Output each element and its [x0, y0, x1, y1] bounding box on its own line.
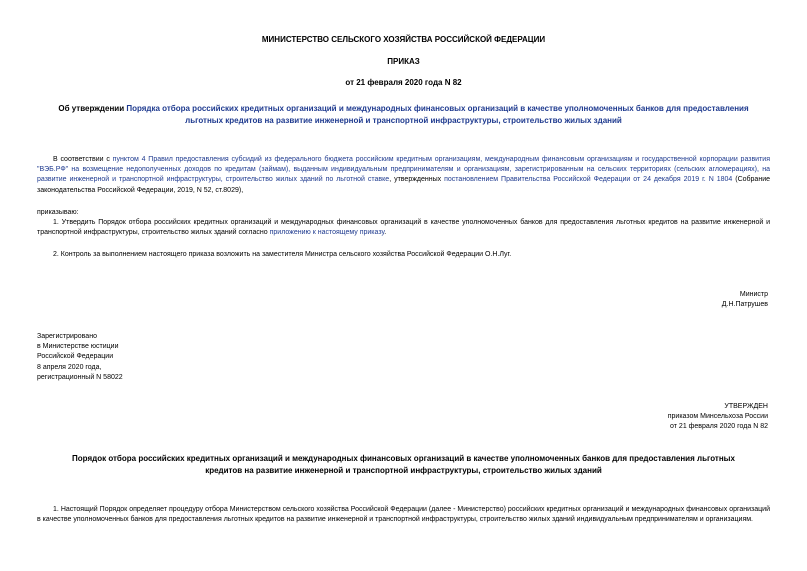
preamble-text-1: В соответствии с — [53, 156, 113, 163]
approved-block — [668, 402, 768, 433]
signature-name: Д.Н.Патрушев — [721, 301, 768, 309]
preamble-text-2: , утвержденных — [389, 176, 445, 184]
approved-line-3: от 21 февраля 2020 года N 82 — [670, 423, 768, 431]
preamble-link-resolution[interactable]: постановлением Правительства Российской Федерации от 24 декабря 2019 г. N 1804 — [444, 176, 733, 184]
title-link[interactable]: Порядка отбора российских кредитных организаций и международных финансовых организаций в качестве уполномоченных банков для предоставления льготных кредитов на развитие инженерной и транспортной инфраструктуры, строительство жилых зданий — [126, 104, 749, 125]
item1-annex-link[interactable]: приложению к настоящему приказу — [269, 229, 385, 237]
annex-title: Порядок отбора российских кредитных организаций и международных финансовых организаций в качестве уполномоченных банков для предоставления льготных кредитов на развитие инженерной и транспортной инфраструктуры, строительство жилых зданий — [72, 454, 735, 475]
approved-line-1: УТВЕРЖДЕН — [724, 403, 768, 410]
registration-line-1: Зарегистрировано — [37, 333, 97, 340]
doc-type-heading: ПРИКАЗ — [387, 57, 420, 66]
doc-date-number: от 21 февраля 2020 года N 82 — [345, 78, 462, 87]
signature-block — [722, 290, 768, 310]
registration-line-4: 8 апреля 2020 года, — [37, 363, 102, 371]
preamble-text-3: (Собрание законодательства Российской Федерации, 2019, N 52, ст.8029), — [37, 176, 770, 194]
title-prefix: Об утверждении — [58, 104, 127, 113]
signature-position: Министр — [739, 291, 768, 298]
order-item-2: 2. Контроль за выполнением настоящего приказа возложить на заместителя Министра сельского хозяйства Российской Федерации О.Н.Луг. — [53, 251, 512, 258]
preamble-link-rules[interactable]: пунктом 4 Правил предоставления субсидий из федерального бюджета российским кредитным организациям, международным финансовым организациям и государственной корпорации развития "ВЭБ.РФ" на возмещение недополученных доходов по кредитам (займам), выданным индивидуальным предпринимателям и организациям, зарегистрированным на сельских территориях (сельских агломерациях), на развитие инженерной и транспортной инфраструктуры, строительство жилых зданий по льготной ставке — [37, 156, 770, 184]
order-item-1 — [37, 218, 770, 238]
preamble-paragraph — [37, 155, 770, 196]
registration-line-5: регистрационный N 58022 — [37, 373, 123, 381]
annex-paragraph-1: 1. Настоящий Порядок определяет процедуру отбора Министерством сельского хозяйства Российской Федерации (далее - Министерство) российских кредитных организаций и международных финансовых организаций в качестве уполномоченных банков для предоставления льготных кредитов на развитие инженерной и транспортной инфраструктуры, строительство жилых зданий индивидуальным предпринимателям и организациям. — [37, 506, 770, 524]
order-word: приказываю: — [37, 209, 79, 216]
registration-block — [37, 332, 123, 383]
registration-line-2: в Министерстве юстиции — [37, 343, 119, 351]
ministry-heading: МИНИСТЕРСТВО СЕЛЬСКОГО ХОЗЯЙСТВА РОССИЙСКОЙ ФЕДЕРАЦИИ — [261, 35, 546, 44]
item1-text: 1. Утвердить Порядок отбора российских кредитных организаций и международных финансовых организаций в качестве уполномоченных банков для предоставления льготных кредитов на развитие инженерной и транспортной инфраструктуры, строительство жилых зданий согласно — [37, 219, 770, 237]
approved-line-2: приказом Минсельхоза России — [667, 413, 768, 421]
item1-end: . — [384, 229, 387, 237]
registration-line-3: Российской Федерации — [37, 353, 114, 361]
document-title — [55, 103, 752, 127]
